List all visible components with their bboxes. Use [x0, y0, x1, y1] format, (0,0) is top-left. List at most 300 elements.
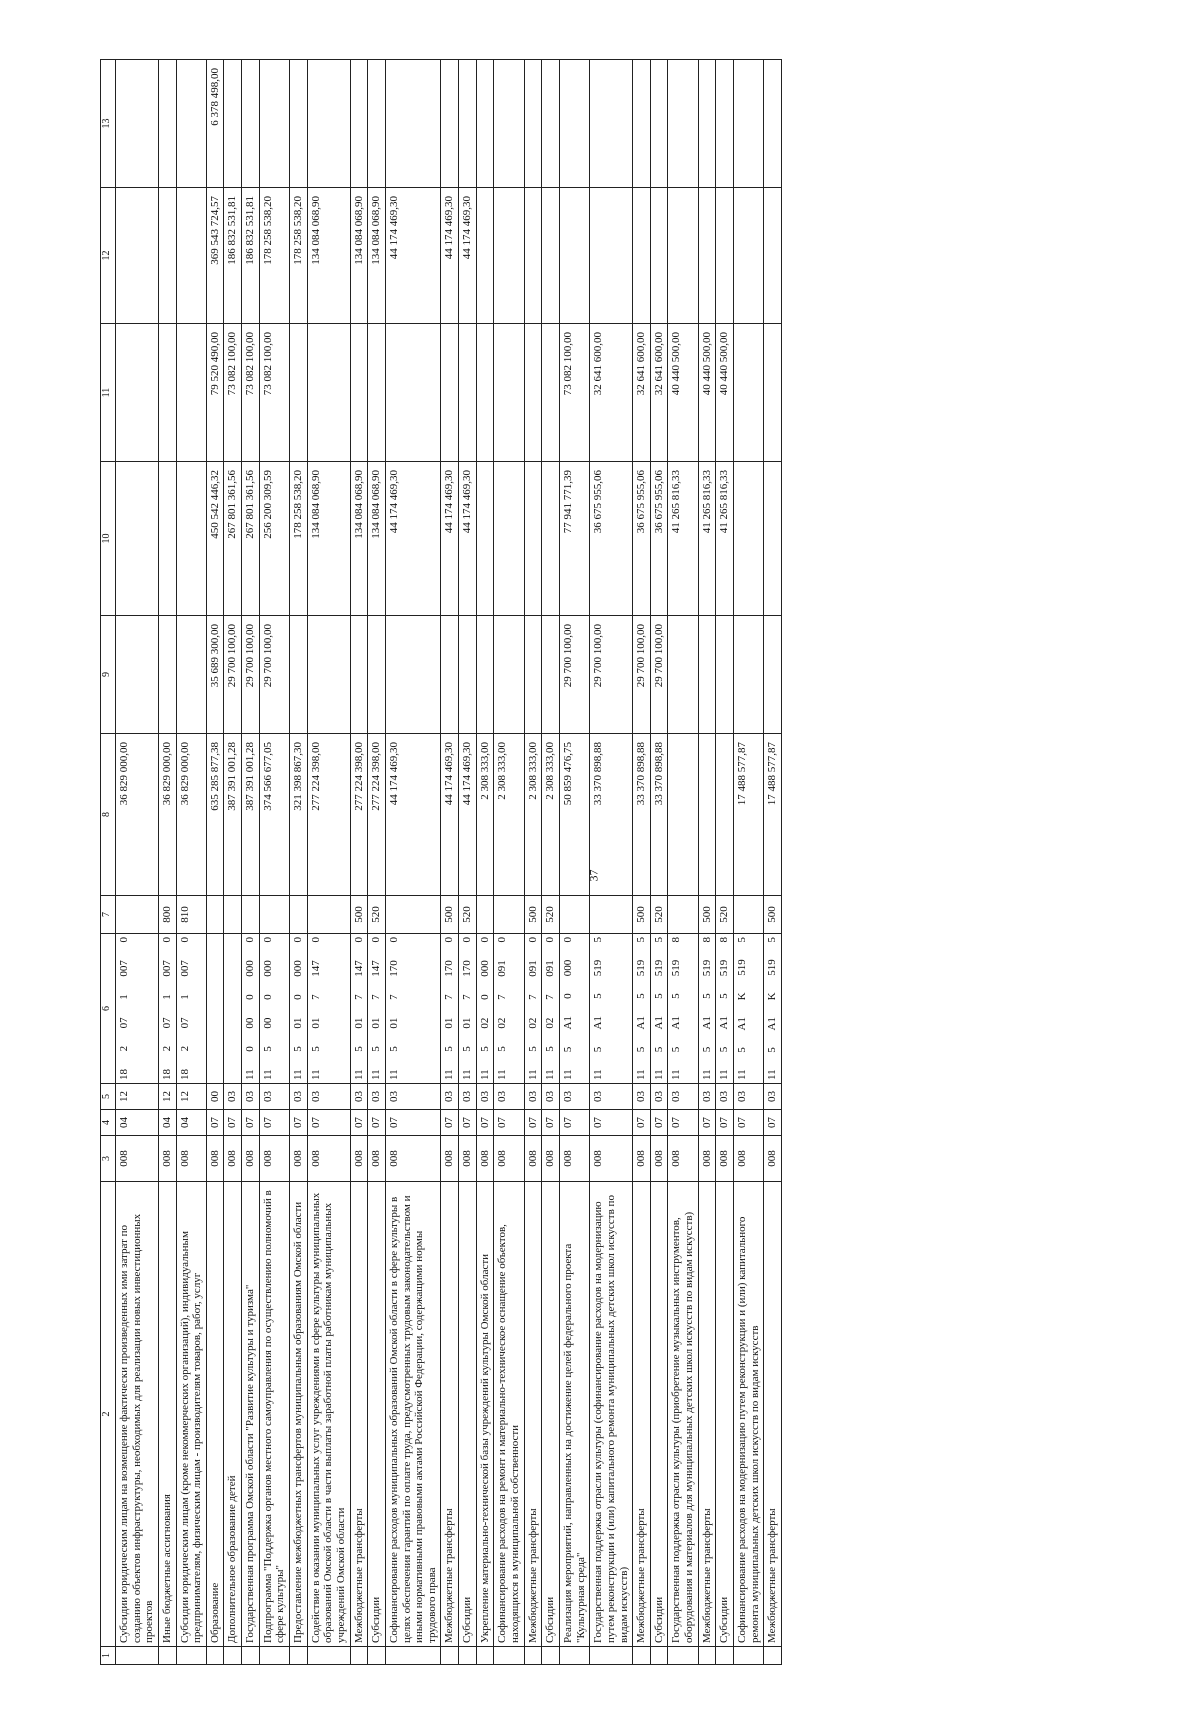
row-name-cell: Подпрограмма "Поддержка органов местного самоуправления по осуществлению полномочий в сфере культуры"	[259, 1182, 289, 1647]
expense-type-code-cell	[116, 896, 159, 934]
amount-col-12-cell	[698, 188, 716, 324]
amount-col-13-cell	[668, 60, 698, 188]
expense-type-code-cell: 500	[350, 896, 368, 934]
table-row	[764, 60, 782, 1665]
target-article-code-part: 5	[635, 1046, 648, 1053]
section-code-cell: 07	[368, 1110, 386, 1136]
ministry-code-cell: 008	[459, 1136, 477, 1182]
target-article-code-part: 0	[261, 937, 274, 943]
table-row	[476, 60, 494, 1665]
amount-col-8-cell: 17 488 577,87	[764, 734, 782, 896]
amount-col-8-cell: 321 398 867,30	[290, 734, 308, 896]
target-article-code-part: 11	[244, 1069, 257, 1080]
table-row	[206, 60, 224, 1665]
target-article-code-part: 0	[292, 994, 305, 1000]
table-row	[242, 60, 260, 1665]
column-number-header: 13	[101, 60, 116, 188]
section-code-cell: 07	[716, 1110, 734, 1136]
section-code-cell: 07	[733, 1110, 763, 1136]
amount-col-10-cell	[524, 462, 542, 616]
expense-type-code-cell	[259, 896, 289, 934]
amount-col-10-cell: 256 200 309,59	[259, 462, 289, 616]
table-row	[668, 60, 698, 1665]
amount-col-10-cell	[733, 462, 763, 616]
row-name-cell: Межбюджетные трансферты	[764, 1182, 782, 1647]
expense-type-code-cell	[224, 896, 242, 934]
amount-col-12-cell: 44 174 469,30	[459, 188, 477, 324]
amount-col-9-cell	[368, 616, 386, 734]
row-index-cell	[590, 1647, 633, 1665]
target-article-code-part: 5	[292, 1046, 305, 1052]
target-article-code-cell	[242, 934, 260, 1084]
amount-col-13-cell	[368, 60, 386, 188]
target-article-code-part: 7	[309, 994, 322, 1000]
expense-type-code-cell: 520	[650, 896, 668, 934]
amount-col-12-cell: 134 084 068,90	[350, 188, 368, 324]
amount-col-11-cell: 73 082 100,00	[559, 324, 589, 462]
section-code-cell: 07	[542, 1110, 560, 1136]
row-index-cell	[242, 1647, 260, 1665]
column-number-header: 8	[101, 734, 116, 896]
target-article-code-part: 5	[635, 937, 648, 943]
row-index-cell	[494, 1647, 524, 1665]
row-index-cell	[307, 1647, 350, 1665]
target-article-code-cell	[633, 934, 651, 1084]
ministry-code-cell: 008	[698, 1136, 716, 1182]
column-number-header-row	[101, 60, 116, 1665]
section-code-cell: 07	[764, 1110, 782, 1136]
target-article-code-cell	[764, 934, 782, 1084]
target-article-code-part: 11	[461, 1069, 474, 1080]
target-article-code-part: 5	[766, 937, 779, 943]
table-row	[494, 60, 524, 1665]
amount-col-11-cell	[441, 324, 459, 462]
target-article-code-part: 5	[561, 1046, 574, 1053]
amount-col-9-cell	[459, 616, 477, 734]
target-article-code-part: 000	[478, 960, 491, 977]
expense-type-code-cell: 520	[542, 896, 560, 934]
amount-col-8-cell: 2 308 333,00	[542, 734, 560, 896]
target-article-code-part: 519	[718, 959, 731, 977]
ministry-code-cell: 008	[764, 1136, 782, 1182]
target-article-code-part: 000	[244, 960, 257, 977]
ministry-code-cell: 008	[350, 1136, 368, 1182]
target-article-code-part: 11	[352, 1069, 365, 1080]
amount-col-10-cell: 134 084 068,90	[307, 462, 350, 616]
amount-col-10-cell: 36 675 955,06	[633, 462, 651, 616]
row-name-cell: Межбюджетные трансферты	[698, 1182, 716, 1647]
target-article-code-cell	[650, 934, 668, 1084]
target-article-code-part: 07	[160, 1017, 173, 1029]
target-article-code-part: 7	[544, 994, 557, 1000]
ministry-code-cell: 008	[158, 1136, 176, 1182]
ministry-code-cell: 008	[176, 1136, 206, 1182]
amount-col-12-cell	[542, 188, 560, 324]
target-article-code-part: A1	[561, 1016, 574, 1030]
section-code-cell: 07	[524, 1110, 542, 1136]
amount-col-13-cell	[733, 60, 763, 188]
amount-col-11-cell: 40 440 500,00	[668, 324, 698, 462]
row-index-cell	[668, 1647, 698, 1665]
target-article-code-part: 2	[160, 1045, 173, 1052]
ministry-code-cell: 008	[476, 1136, 494, 1182]
expense-type-code-cell	[290, 896, 308, 934]
amount-col-12-cell: 134 084 068,90	[307, 188, 350, 324]
ministry-code-cell: 008	[716, 1136, 734, 1182]
table-row	[224, 60, 242, 1665]
target-article-code-part: 5	[592, 937, 605, 943]
target-article-code-part: 519	[635, 959, 648, 977]
target-article-code-part: 5	[261, 1046, 274, 1052]
budget-table	[100, 59, 782, 1665]
target-article-code-part: 0	[244, 1046, 257, 1052]
table-row	[716, 60, 734, 1665]
amount-col-13-cell	[559, 60, 589, 188]
subsection-code-cell: 12	[158, 1084, 176, 1110]
section-code-cell: 07	[206, 1110, 224, 1136]
target-article-code-part: 5	[461, 1046, 474, 1052]
target-article-code-part: 02	[496, 1017, 509, 1029]
target-article-code-part: 0	[178, 937, 191, 943]
amount-col-10-cell: 44 174 469,30	[385, 462, 441, 616]
subsection-code-cell: 12	[176, 1084, 206, 1110]
target-article-code-part: A1	[718, 1016, 731, 1030]
table-row	[698, 60, 716, 1665]
target-article-code-part: 2	[118, 1045, 130, 1052]
target-article-code-part: 11	[544, 1069, 557, 1080]
expense-type-code-cell: 500	[764, 896, 782, 934]
column-number-header: 1	[101, 1647, 116, 1665]
amount-col-10-cell: 36 675 955,06	[590, 462, 633, 616]
table-row	[590, 60, 633, 1665]
row-index-cell	[559, 1647, 589, 1665]
target-article-code-part: 0	[261, 994, 274, 1000]
amount-col-13-cell	[259, 60, 289, 188]
amount-col-13-cell: 6 378 498,00	[206, 60, 224, 188]
target-article-code-part: 0	[478, 937, 491, 943]
column-number-header: 6	[101, 934, 116, 1084]
expense-type-code-cell	[476, 896, 494, 934]
target-article-code-part: 1	[160, 994, 173, 1000]
expense-type-code-cell	[668, 896, 698, 934]
amount-col-13-cell	[307, 60, 350, 188]
subsection-code-cell: 03	[542, 1084, 560, 1110]
target-article-code-part: A1	[635, 1016, 648, 1030]
amount-col-11-cell: 32 641 600,00	[590, 324, 633, 462]
target-article-code-part: 519	[700, 959, 713, 977]
amount-col-11-cell	[476, 324, 494, 462]
amount-col-12-cell	[524, 188, 542, 324]
target-article-code-part: 11	[735, 1069, 748, 1080]
row-index-cell	[116, 1647, 159, 1665]
amount-col-11-cell	[764, 324, 782, 462]
amount-col-11-cell	[542, 324, 560, 462]
amount-col-8-cell: 277 224 398,00	[307, 734, 350, 896]
row-name-cell: Субсидии	[716, 1182, 734, 1647]
expense-type-code-cell	[494, 896, 524, 934]
amount-col-12-cell	[764, 188, 782, 324]
target-article-code-part: 01	[443, 1017, 456, 1029]
row-index-cell	[716, 1647, 734, 1665]
row-name-cell: Реализация мероприятий, направленных на достижение целей федерального проекта "Культурная среда"	[559, 1182, 589, 1647]
column-number-header: 7	[101, 896, 116, 934]
target-article-code-part: 11	[370, 1069, 383, 1080]
target-article-code-cell	[668, 934, 698, 1084]
subsection-code-cell: 12	[116, 1084, 159, 1110]
target-article-code-part: A1	[700, 1016, 713, 1030]
target-article-code-part: 7	[443, 994, 456, 1000]
target-article-code-part: 7	[387, 994, 400, 1000]
amount-col-10-cell: 44 174 469,30	[459, 462, 477, 616]
target-article-code-part: 5	[592, 1046, 605, 1053]
row-name-cell: Субсидии юридическим лицам на возмещение фактически произведенных ими затрат по созданию объектов инфраструктуры, необходимых для реализации новых инвестиционных проектов	[116, 1182, 159, 1647]
table-row	[350, 60, 368, 1665]
amount-col-8-cell	[698, 734, 716, 896]
target-article-code-part: 5	[718, 1046, 731, 1053]
target-article-code-part: 11	[561, 1069, 574, 1080]
amount-col-12-cell	[158, 188, 176, 324]
ministry-code-cell: 008	[385, 1136, 441, 1182]
row-index-cell	[206, 1647, 224, 1665]
amount-col-10-cell	[764, 462, 782, 616]
target-article-code-part: 11	[592, 1069, 605, 1080]
target-article-code-part: 5	[309, 1046, 322, 1052]
table-row	[524, 60, 542, 1665]
expense-type-code-cell: 520	[459, 896, 477, 934]
target-article-code-part: 7	[352, 994, 365, 1000]
row-index-cell	[441, 1647, 459, 1665]
amount-col-8-cell: 635 285 877,38	[206, 734, 224, 896]
subsection-code-cell: 03	[698, 1084, 716, 1110]
target-article-code-part: 07	[118, 1017, 130, 1029]
target-article-code-part: 0	[118, 937, 130, 943]
target-article-code-part: 0	[544, 937, 557, 943]
ministry-code-cell: 008	[633, 1136, 651, 1182]
subsection-code-cell: 03	[650, 1084, 668, 1110]
rotated-table-wrapper	[100, 60, 1030, 1665]
target-article-code-part: 5	[700, 1046, 713, 1053]
row-index-cell	[259, 1647, 289, 1665]
target-article-code-part: 11	[478, 1069, 491, 1080]
amount-col-10-cell: 44 174 469,30	[441, 462, 459, 616]
section-code-cell: 04	[116, 1110, 159, 1136]
amount-col-8-cell: 387 391 001,28	[224, 734, 242, 896]
target-article-code-cell	[716, 934, 734, 1084]
amount-col-9-cell: 29 700 100,00	[590, 616, 633, 734]
amount-col-8-cell: 374 566 677,05	[259, 734, 289, 896]
subsection-code-cell: 03	[290, 1084, 308, 1110]
ministry-code-cell: 008	[224, 1136, 242, 1182]
target-article-code-part: 0	[292, 937, 305, 943]
subsection-code-cell: 03	[524, 1084, 542, 1110]
amount-col-11-cell: 79 520 490,00	[206, 324, 224, 462]
target-article-code-part: 11	[670, 1069, 683, 1080]
target-article-code-cell	[476, 934, 494, 1084]
target-article-code-cell	[494, 934, 524, 1084]
row-index-cell	[385, 1647, 441, 1665]
section-code-cell: 04	[176, 1110, 206, 1136]
amount-col-9-cell	[524, 616, 542, 734]
section-code-cell: 04	[158, 1110, 176, 1136]
section-code-cell: 07	[668, 1110, 698, 1136]
subsection-code-cell: 03	[441, 1084, 459, 1110]
amount-col-9-cell	[733, 616, 763, 734]
target-article-code-part: A1	[766, 1017, 779, 1031]
row-index-cell	[633, 1647, 651, 1665]
target-article-code-part: 5	[592, 993, 605, 999]
amount-col-9-cell	[307, 616, 350, 734]
column-number-header: 9	[101, 616, 116, 734]
target-article-code-part: 5	[670, 993, 683, 999]
target-article-code-part: K	[735, 992, 748, 1001]
target-article-code-part: 11	[292, 1069, 305, 1080]
amount-col-13-cell	[242, 60, 260, 188]
target-article-code-part: 11	[443, 1069, 456, 1080]
amount-col-12-cell	[494, 188, 524, 324]
subsection-code-cell: 03	[259, 1084, 289, 1110]
column-number-header: 2	[101, 1182, 116, 1647]
target-article-code-part: 8	[700, 937, 713, 943]
ministry-code-cell: 008	[590, 1136, 633, 1182]
expense-type-code-cell	[307, 896, 350, 934]
target-article-code-part: 02	[478, 1017, 491, 1029]
ministry-code-cell: 008	[441, 1136, 459, 1182]
target-article-code-part: 18	[160, 1069, 173, 1080]
ministry-code-cell: 008	[290, 1136, 308, 1182]
amount-col-8-cell: 2 308 333,00	[494, 734, 524, 896]
target-article-code-part: 11	[526, 1069, 539, 1080]
amount-col-8-cell: 44 174 469,30	[441, 734, 459, 896]
target-article-code-cell	[590, 934, 633, 1084]
expense-type-code-cell: 500	[441, 896, 459, 934]
section-code-cell: 07	[650, 1110, 668, 1136]
amount-col-12-cell	[633, 188, 651, 324]
amount-col-9-cell	[698, 616, 716, 734]
target-article-code-part: 147	[370, 960, 383, 977]
amount-col-11-cell: 40 440 500,00	[698, 324, 716, 462]
expense-type-code-cell: 500	[524, 896, 542, 934]
subsection-code-cell: 03	[242, 1084, 260, 1110]
target-article-code-part: 091	[544, 960, 557, 977]
expense-type-code-cell	[242, 896, 260, 934]
page-number: 37	[586, 869, 601, 882]
target-article-code-part: 0	[443, 937, 456, 943]
amount-col-9-cell: 29 700 100,00	[633, 616, 651, 734]
target-article-code-part: A1	[735, 1017, 748, 1031]
ministry-code-cell: 008	[259, 1136, 289, 1182]
target-article-code-part: 0	[387, 937, 400, 943]
amount-col-13-cell	[542, 60, 560, 188]
amount-col-9-cell: 29 700 100,00	[559, 616, 589, 734]
target-article-code-part: 0	[461, 937, 474, 943]
expense-type-code-cell: 500	[698, 896, 716, 934]
target-article-code-part: 5	[700, 993, 713, 999]
column-number-header: 4	[101, 1110, 116, 1136]
target-article-code-part: 7	[496, 994, 509, 1000]
row-index-cell	[764, 1647, 782, 1665]
target-article-code-part: 007	[160, 960, 173, 977]
target-article-code-part: 5	[635, 993, 648, 999]
amount-col-9-cell	[476, 616, 494, 734]
table-row	[259, 60, 289, 1665]
target-article-code-part: 5	[496, 1046, 509, 1052]
expense-type-code-cell: 520	[368, 896, 386, 934]
row-index-cell	[650, 1647, 668, 1665]
target-article-code-part: 5	[652, 993, 665, 999]
target-article-code-cell	[158, 934, 176, 1084]
ministry-code-cell: 008	[307, 1136, 350, 1182]
amount-col-12-cell	[116, 188, 159, 324]
ministry-code-cell: 008	[494, 1136, 524, 1182]
row-name-cell: Предоставление межбюджетных трансфертов муниципальным образованиям Омской области	[290, 1182, 308, 1647]
target-article-code-part: 0	[526, 937, 539, 943]
expense-type-code-cell: 500	[633, 896, 651, 934]
target-article-code-part: 7	[370, 994, 383, 1000]
amount-col-8-cell: 50 859 476,75	[559, 734, 589, 896]
section-code-cell: 07	[259, 1110, 289, 1136]
amount-col-11-cell: 32 641 600,00	[650, 324, 668, 462]
target-article-code-cell	[224, 934, 242, 1084]
target-article-code-cell	[524, 934, 542, 1084]
amount-col-12-cell	[668, 188, 698, 324]
amount-col-11-cell: 73 082 100,00	[242, 324, 260, 462]
amount-col-11-cell: 32 641 600,00	[633, 324, 651, 462]
amount-col-11-cell	[459, 324, 477, 462]
target-article-code-part: 5	[526, 1046, 539, 1052]
amount-col-9-cell	[668, 616, 698, 734]
target-article-code-part: 2	[178, 1045, 191, 1052]
row-name-cell: Содействие в оказании муниципальных услуг учреждениями в сфере культуры муниципальных образований Омской области в части выплаты заработной платы работникам муниципальных учреждений Омской области	[307, 1182, 350, 1647]
target-article-code-part: 7	[526, 994, 539, 1000]
amount-col-13-cell	[476, 60, 494, 188]
target-article-code-part: 01	[370, 1017, 383, 1029]
target-article-code-part: 01	[309, 1017, 322, 1029]
amount-col-11-cell: 40 440 500,00	[716, 324, 734, 462]
target-article-code-part: 091	[496, 960, 509, 977]
amount-col-9-cell	[350, 616, 368, 734]
subsection-code-cell: 03	[385, 1084, 441, 1110]
target-article-code-part: 01	[352, 1017, 365, 1029]
target-article-code-part: 18	[118, 1069, 130, 1080]
row-name-cell: Государственная поддержка отрасли культуры (софинансирование расходов на модернизацию путем реконструкции и (или) капитального ремонта муниципальных детских школ искусств по видам искусств)	[590, 1182, 633, 1647]
ministry-code-cell: 008	[650, 1136, 668, 1182]
amount-col-11-cell	[368, 324, 386, 462]
target-article-code-part: 000	[561, 959, 574, 977]
ministry-code-cell: 008	[206, 1136, 224, 1182]
amount-col-13-cell	[650, 60, 668, 188]
target-article-code-part: 18	[178, 1069, 191, 1080]
amount-col-11-cell	[494, 324, 524, 462]
amount-col-10-cell	[116, 462, 159, 616]
amount-col-13-cell	[494, 60, 524, 188]
amount-col-10-cell: 267 801 361,56	[224, 462, 242, 616]
subsection-code-cell: 03	[716, 1084, 734, 1110]
amount-col-12-cell	[733, 188, 763, 324]
row-name-cell: Субсидии	[542, 1182, 560, 1647]
amount-col-11-cell	[176, 324, 206, 462]
amount-col-9-cell: 29 700 100,00	[242, 616, 260, 734]
section-code-cell: 07	[350, 1110, 368, 1136]
row-name-cell: Субсидии	[368, 1182, 386, 1647]
amount-col-13-cell	[116, 60, 159, 188]
row-name-cell: Софинансирование расходов на модернизацию путем реконструкции и (или) капитального ремонта муниципальных детских школ искусств по видам искусств	[733, 1182, 763, 1647]
subsection-code-cell: 03	[559, 1084, 589, 1110]
amount-col-10-cell	[176, 462, 206, 616]
amount-col-12-cell: 44 174 469,30	[441, 188, 459, 324]
amount-col-10-cell: 450 542 446,32	[206, 462, 224, 616]
amount-col-9-cell	[290, 616, 308, 734]
section-code-cell: 07	[459, 1110, 477, 1136]
